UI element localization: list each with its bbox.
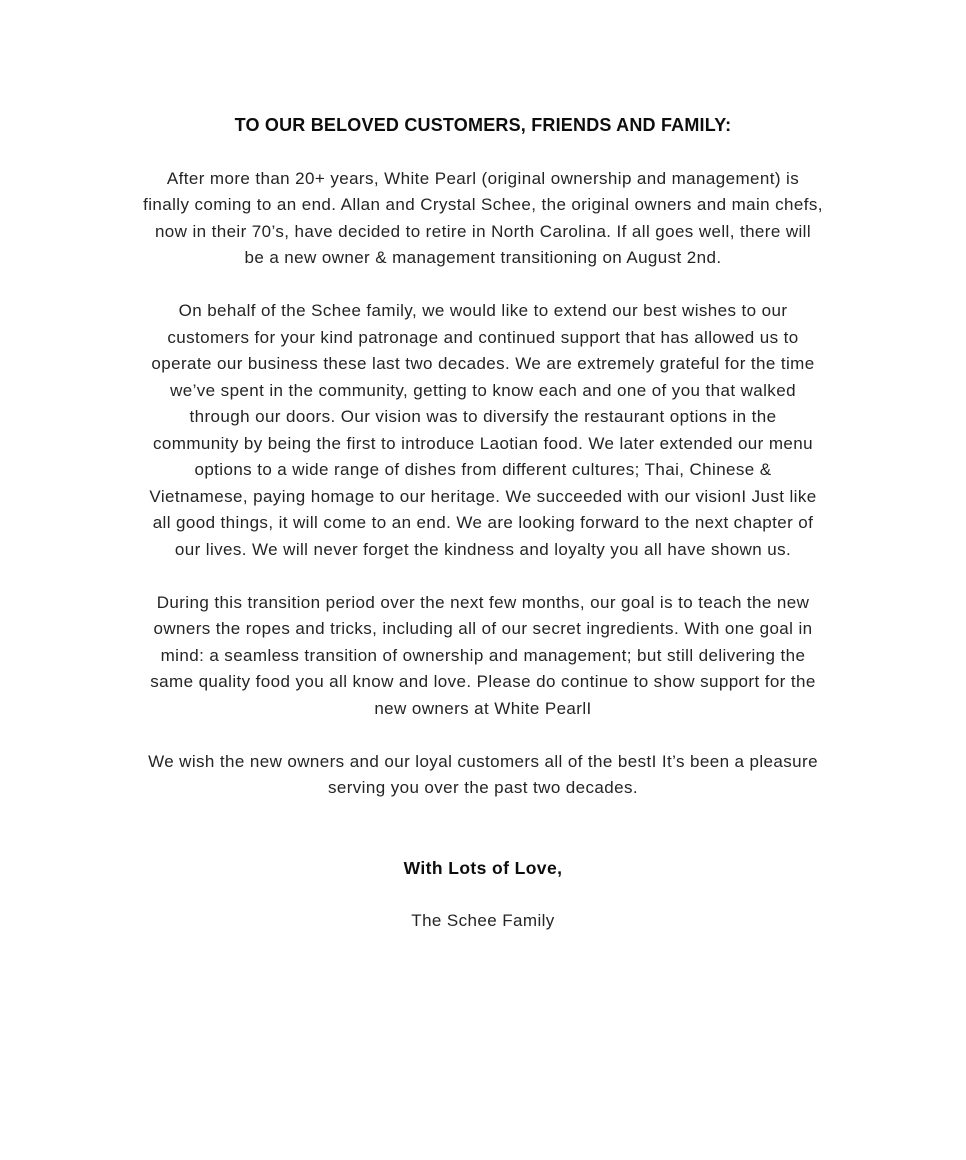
letter-line: serving you over the past two decades. [327, 778, 639, 797]
letter-line: our lives. We will never forget the kindness and loyalty you all have shown us. [174, 539, 792, 559]
letter-line: owners the ropes and tricks, including all of our secret ingredients. With one goal in [153, 619, 813, 638]
letter-line: During this transition period over the next few months, our goal is to teach the new [156, 592, 810, 612]
letter-line: all good things, it will come to an end. We are looking forward to the next chapter of [152, 513, 814, 532]
letter-paragraph [0, 749, 966, 802]
letter-paragraph [0, 166, 966, 272]
letter-line: We wish the new owners and our loyal customers all of the bestI It’s been a pleasure [148, 751, 818, 771]
letter-paragraph [0, 298, 966, 563]
closing-salutation: With Lots of Love, [403, 857, 563, 878]
letter-line: we’ve spent in the community, getting to know each and one of you that walked [170, 380, 796, 400]
letter-line: through our doors. Our vision was to diversify the restaurant options in the [189, 407, 777, 426]
letter-line: options to a wide range of dishes from different cultures; Thai, Chinese & [194, 460, 772, 479]
letter-line: Vietnamese, paying homage to our heritage. We succeeded with our visionI Just like [149, 486, 817, 506]
letter-line: operate our business these last two decades. We are extremely grateful for the time [151, 354, 815, 373]
letter-heading: TO OUR BELOVED CUSTOMERS, FRIENDS AND FAMILY: [234, 115, 732, 135]
letter-line: now in their 70’s, have decided to retire in North Carolina. If all goes well, there will [154, 221, 812, 241]
letter-line: customers for your kind patronage and continued support that has allowed us to [167, 327, 799, 347]
letter-line: mind: a seamless transition of ownership and management; but still delivering the [160, 645, 806, 665]
letter-line: After more than 20+ years, White Pearl (original ownership and management) is [166, 168, 800, 188]
closing-signature: The Schee Family [411, 910, 555, 930]
letter-line: On behalf of the Schee family, we would like to extend our best wishes to our [178, 301, 788, 320]
letter-line: new owners at White PearlI [374, 698, 592, 718]
letter-line: community by being the first to introduce Laotian food. We later extended our menu [153, 433, 813, 453]
letter-line: finally coming to an end. Allan and Crystal Schee, the original owners and main chefs, [143, 195, 823, 214]
letter-body [0, 166, 966, 802]
letter-paragraph [0, 590, 966, 723]
letter-line: be a new owner & management transitioning on August 2nd. [244, 248, 722, 267]
letter-line: same quality food you all know and love. Please do continue to show support for the [150, 672, 816, 691]
